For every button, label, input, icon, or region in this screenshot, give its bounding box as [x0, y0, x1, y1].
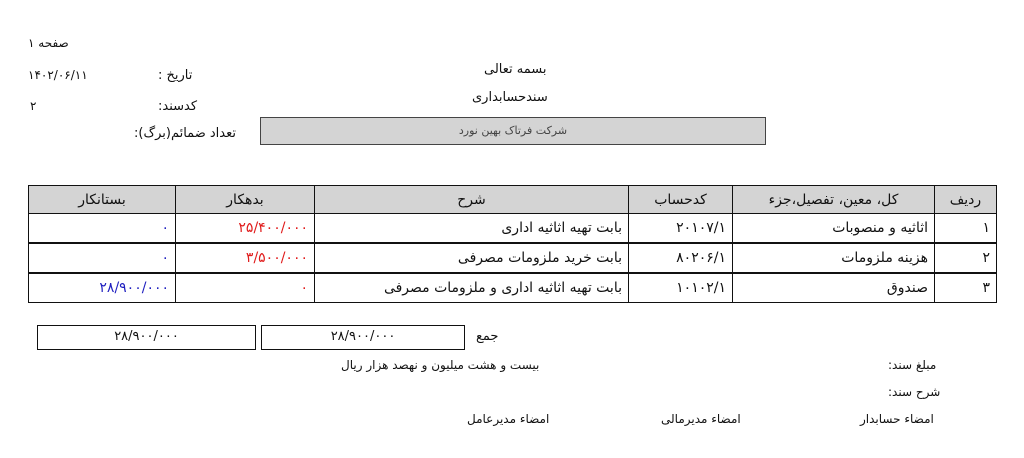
attachments-label: تعداد ضمائم(برگ):	[134, 126, 236, 141]
column-header-account-path: کل، معین، تفصیل،جزء	[733, 186, 935, 214]
row-number-cell: ۲	[935, 243, 997, 273]
account-name-cell: اثاثیه و منصوبات	[733, 214, 935, 244]
table-row	[29, 273, 997, 303]
column-header-row: ردیف	[935, 186, 997, 214]
column-header-creditor: بستانکار	[29, 186, 176, 214]
table-row	[29, 214, 997, 244]
signature-finance-manager: امضاء مدیرمالی	[661, 412, 741, 426]
account-code-cell: ۲۰۱۰۷/۱	[629, 214, 733, 244]
amount-label: مبلغ سند:	[888, 358, 937, 372]
company-name-field: شرکت فرتاک بهین نورد	[260, 117, 766, 145]
signature-accountant: امضاء حسابدار	[860, 412, 934, 426]
column-header-account-code: کدحساب	[629, 186, 733, 214]
description-cell: بابت تهیه اثاثیه اداری	[315, 214, 629, 244]
description-cell: بابت خرید ملزومات مصرفی	[315, 243, 629, 273]
account-name-cell: صندوق	[733, 273, 935, 303]
creditor-cell: ۲۸/۹۰۰/۰۰۰	[29, 273, 176, 303]
debtor-cell: ۰	[176, 273, 315, 303]
code-value: ۲	[30, 99, 37, 113]
debtor-cell: ۳/۵۰۰/۰۰۰	[176, 243, 315, 273]
table-row	[29, 243, 997, 273]
creditor-cell: ۰	[29, 243, 176, 273]
debtor-total-box: ۲۸/۹۰۰/۰۰۰	[261, 325, 465, 350]
account-code-cell: ۸۰۲۰۶/۱	[629, 243, 733, 273]
description-cell: بابت تهیه اثاثیه اداری و ملزومات مصرفی	[315, 273, 629, 303]
row-number-cell: ۱	[935, 214, 997, 244]
table-header-row	[29, 186, 997, 214]
creditor-total-box: ۲۸/۹۰۰/۰۰۰	[37, 325, 256, 350]
document-title: سندحسابداری	[472, 90, 548, 105]
column-header-description: شرح	[315, 186, 629, 214]
description-label: شرح سند:	[888, 385, 941, 399]
page-number: صفحه ۱	[28, 36, 69, 50]
column-header-debtor: بدهکار	[176, 186, 315, 214]
creditor-cell: ۰	[29, 214, 176, 244]
debtor-cell: ۲۵/۴۰۰/۰۰۰	[176, 214, 315, 244]
account-name-cell: هزینه ملزومات	[733, 243, 935, 273]
date-label: تاریخ :	[158, 68, 193, 83]
amount-in-words: بیست و هشت میلیون و نهصد هزار ریال	[341, 358, 540, 372]
total-label: جمع	[476, 329, 499, 344]
account-code-cell: ۱۰۱۰۲/۱	[629, 273, 733, 303]
row-number-cell: ۳	[935, 273, 997, 303]
date-value: ۱۴۰۲/۰۶/۱۱	[28, 68, 88, 82]
title-bismillah: بسمه تعالی	[484, 62, 547, 77]
signature-ceo: امضاء مدیرعامل	[467, 412, 550, 426]
voucher-table	[28, 185, 997, 303]
code-label: کدسند:	[158, 99, 198, 114]
